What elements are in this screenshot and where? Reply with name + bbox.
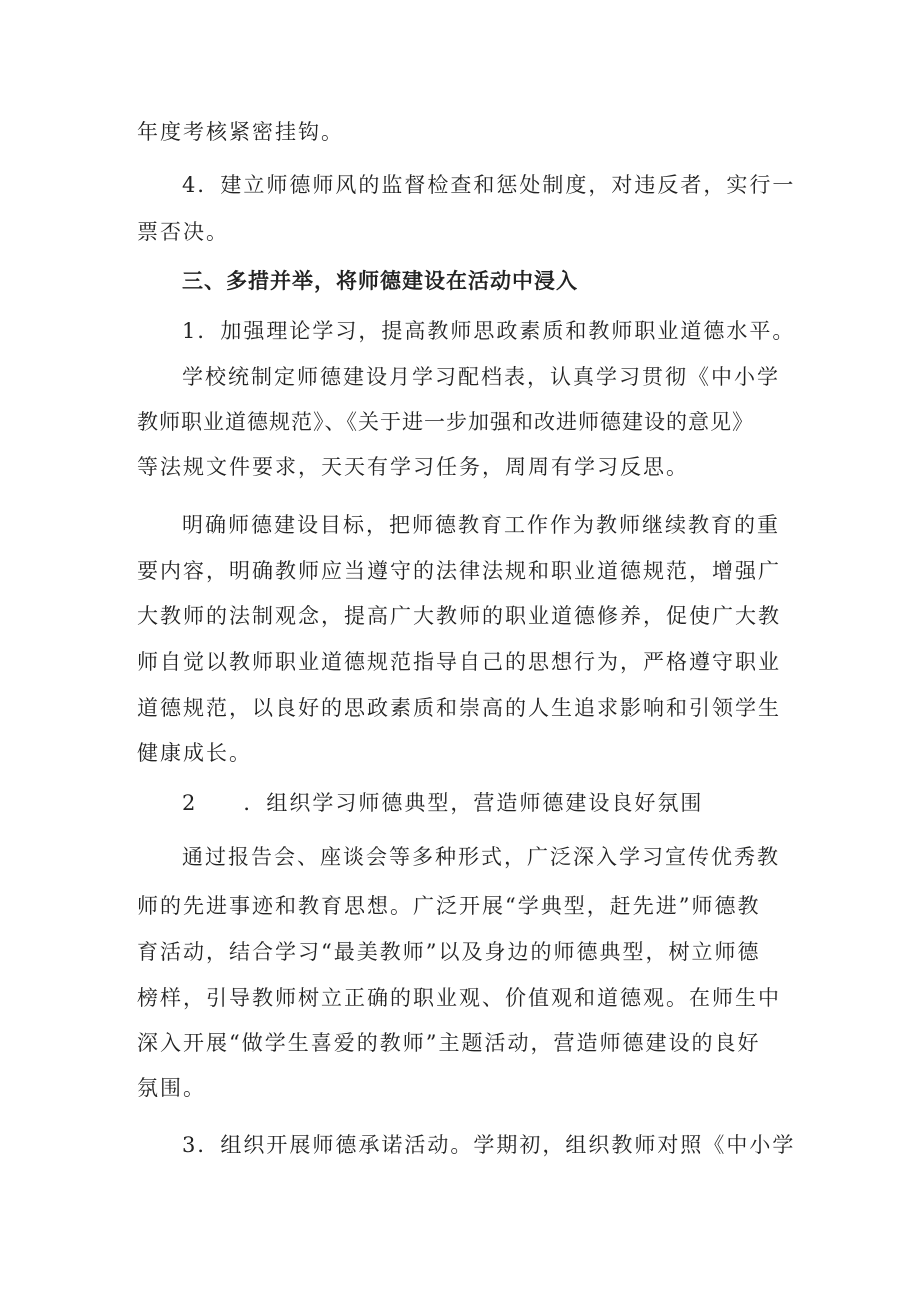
- paragraph-line: 榜样，引导教师树立正确的职业观、价值观和道德观。在师生中: [137, 986, 781, 1010]
- paragraph-line: 育活动，结合学习“最美教师”以及身边的师德典型，树立师德: [137, 940, 761, 964]
- paragraph-line: 票否决。: [137, 220, 229, 244]
- paragraph-line: 1．加强理论学习，提高教师思政素质和教师职业道德水平。: [182, 319, 796, 343]
- paragraph-line: 要内容，明确教师应当遵守的法律法规和职业道德规范，增强广: [137, 559, 781, 583]
- paragraph-line: 2 ．组织学习师德典型，营造师德建设良好氛围: [182, 791, 704, 815]
- paragraph-line: 师的先进事迹和教育思想。广泛开展“学典型，赶先进”师德教: [137, 894, 761, 918]
- paragraph-line: 深入开展“做学生喜爱的教师”主题活动，营造师德建设的良好: [137, 1031, 761, 1055]
- paragraph-line: 道德规范，以良好的思政素质和崇高的人生追求影响和引领学生: [137, 696, 781, 720]
- paragraph-line: 3．组织开展师德承诺活动。学期初，组织教师对照《中小学: [182, 1133, 796, 1157]
- paragraph-line: 年度考核紧密挂钩。: [137, 120, 344, 144]
- paragraph-line: 氛围。: [137, 1076, 206, 1100]
- paragraph-line: 通过报告会、座谈会等多种形式，广泛深入学习宣传优秀教: [182, 845, 780, 869]
- paragraph-line: 等法规文件要求，天天有学习任务，周周有学习反思。: [137, 455, 689, 479]
- paragraph-line: 4．建立师德师风的监督检查和惩处制度，对违反者，实行一: [182, 173, 796, 197]
- paragraph-line: 大教师的法制观念，提高广大教师的职业道德修养，促使广大教: [137, 604, 781, 628]
- paragraph-line: 学校统制定师德建设月学习配档表，认真学习贯彻《中小学: [182, 365, 780, 389]
- paragraph-line: 教师职业道德规范》、《关于进一步加强和改进师德建设的意见》: [137, 410, 754, 434]
- section-heading: 三、多措并举，将师德建设在活动中浸入: [182, 269, 578, 293]
- paragraph-line: 健康成长。: [137, 741, 252, 765]
- paragraph-line: 明确师德建设目标，把师德教育工作作为教师继续教育的重: [182, 513, 780, 537]
- paragraph-line: 师自觉以教师职业道德规范指导自己的思想行为，严格遵守职业: [137, 650, 781, 674]
